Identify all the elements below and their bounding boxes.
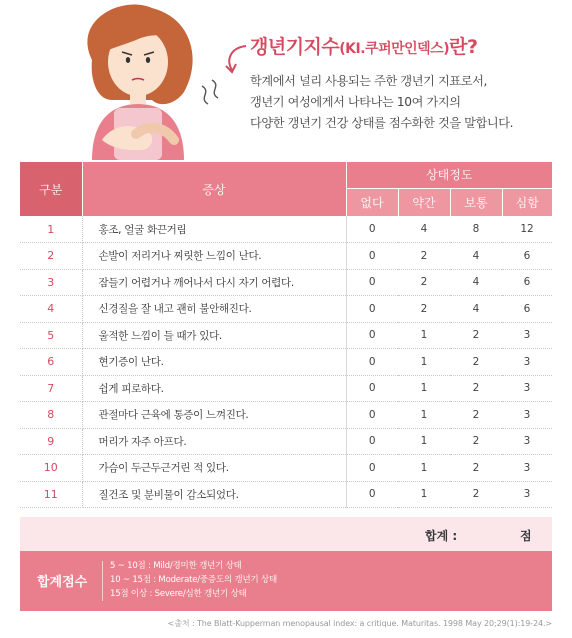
header-level: 보통 bbox=[450, 188, 502, 216]
row-score: 0 bbox=[346, 375, 398, 402]
table-row bbox=[20, 375, 552, 402]
table-row bbox=[20, 269, 552, 296]
table-row bbox=[20, 349, 552, 376]
header-gubun: 구분 bbox=[20, 162, 82, 216]
row-symptom: 현기증이 난다. bbox=[82, 349, 346, 376]
legend-divider bbox=[102, 561, 103, 601]
header-level: 없다 bbox=[346, 188, 398, 216]
row-number: 9 bbox=[20, 428, 82, 455]
legend-line: 10 ~ 15점 : Moderate/중증도의 갱년기 상태 bbox=[110, 575, 278, 585]
header-state: 상태정도 bbox=[346, 162, 552, 188]
row-symptom: 울적한 느낌이 들 때가 있다. bbox=[82, 322, 346, 349]
row-score: 3 bbox=[502, 402, 552, 429]
row-number: 7 bbox=[20, 375, 82, 402]
row-score: 0 bbox=[346, 269, 398, 296]
row-score: 0 bbox=[346, 455, 398, 482]
row-score: 3 bbox=[502, 428, 552, 455]
header-level: 심함 bbox=[502, 188, 552, 216]
row-number: 4 bbox=[20, 296, 82, 323]
table-body bbox=[20, 216, 552, 508]
row-score: 3 bbox=[502, 322, 552, 349]
row-number: 3 bbox=[20, 269, 82, 296]
legend-line: 5 ~ 10점 : Mild/경미한 갱년기 상태 bbox=[110, 561, 242, 571]
symptom-table bbox=[20, 162, 552, 508]
table-row bbox=[20, 216, 552, 243]
row-number: 6 bbox=[20, 349, 82, 376]
row-score: 0 bbox=[346, 481, 398, 508]
row-symptom: 홍조, 얼굴 화끈거림 bbox=[82, 216, 346, 243]
row-score: 1 bbox=[398, 349, 450, 376]
row-score: 2 bbox=[450, 375, 502, 402]
woman-illustration bbox=[52, 0, 227, 160]
row-score: 2 bbox=[398, 269, 450, 296]
row-number: 10 bbox=[20, 455, 82, 482]
row-number: 1 bbox=[20, 216, 82, 243]
intro-text bbox=[250, 71, 560, 134]
header-level: 약간 bbox=[398, 188, 450, 216]
row-score: 0 bbox=[346, 296, 398, 323]
intro-line: 갱년기 여성에게서 나타나는 10여 가지의 bbox=[250, 95, 461, 109]
total-label: 합계 : bbox=[425, 529, 458, 543]
row-score: 1 bbox=[398, 375, 450, 402]
row-score: 1 bbox=[398, 428, 450, 455]
row-score: 4 bbox=[398, 216, 450, 243]
title-suffix: 란? bbox=[449, 36, 478, 58]
table-row bbox=[20, 243, 552, 270]
table-row bbox=[20, 402, 552, 429]
curved-arrow-icon bbox=[222, 42, 252, 76]
title-sub: (KI.쿠퍼만인덱스) bbox=[339, 41, 450, 57]
row-score: 4 bbox=[450, 243, 502, 270]
row-number: 2 bbox=[20, 243, 82, 270]
row-score: 4 bbox=[450, 269, 502, 296]
table-row bbox=[20, 296, 552, 323]
row-score: 2 bbox=[450, 402, 502, 429]
row-score: 6 bbox=[502, 269, 552, 296]
row-score: 1 bbox=[398, 481, 450, 508]
row-score: 2 bbox=[398, 243, 450, 270]
row-score: 6 bbox=[502, 243, 552, 270]
row-symptom: 질건조 및 분비물이 감소되었다. bbox=[82, 481, 346, 508]
total-row bbox=[20, 517, 552, 551]
score-legend bbox=[20, 551, 552, 611]
row-score: 12 bbox=[502, 216, 552, 243]
row-score: 0 bbox=[346, 402, 398, 429]
row-symptom: 쉽게 피로하다. bbox=[82, 375, 346, 402]
table-row bbox=[20, 322, 552, 349]
row-score: 2 bbox=[398, 296, 450, 323]
legend-title: 합계점수 bbox=[37, 575, 88, 590]
row-score: 1 bbox=[398, 455, 450, 482]
row-score: 3 bbox=[502, 375, 552, 402]
row-score: 2 bbox=[450, 455, 502, 482]
row-score: 1 bbox=[398, 402, 450, 429]
row-score: 1 bbox=[398, 322, 450, 349]
row-number: 11 bbox=[20, 481, 82, 508]
row-score: 2 bbox=[450, 322, 502, 349]
source-citation: <출처 : The Blatt-Kupperman menopausal index: a critique. Maturitas. 1998 May 20;29(1):19-24.> bbox=[167, 619, 552, 628]
legend-line: 15점 이상 : Severe/심한 갱년기 상태 bbox=[110, 589, 247, 599]
row-score: 3 bbox=[502, 349, 552, 376]
row-score: 3 bbox=[502, 481, 552, 508]
row-score: 0 bbox=[346, 349, 398, 376]
page-title bbox=[250, 32, 478, 59]
row-symptom: 손발이 저리거나 찌릿한 느낌이 난다. bbox=[82, 243, 346, 270]
title-main: 갱년기지수 bbox=[250, 36, 340, 58]
header-symptom: 증상 bbox=[82, 162, 346, 216]
row-score: 2 bbox=[450, 349, 502, 376]
row-symptom: 가슴이 두근두근거린 적 있다. bbox=[82, 455, 346, 482]
row-score: 2 bbox=[450, 428, 502, 455]
table-row bbox=[20, 455, 552, 482]
row-score: 3 bbox=[502, 455, 552, 482]
row-score: 6 bbox=[502, 296, 552, 323]
total-unit: 점 bbox=[520, 529, 532, 543]
intro-line: 학계에서 널리 사용되는 주한 갱년기 지표로서, bbox=[250, 74, 487, 88]
row-symptom: 신경질을 잘 내고 괜히 불안해진다. bbox=[82, 296, 346, 323]
row-score: 8 bbox=[450, 216, 502, 243]
row-score: 0 bbox=[346, 322, 398, 349]
row-score: 0 bbox=[346, 243, 398, 270]
row-score: 0 bbox=[346, 428, 398, 455]
legend-lines bbox=[110, 559, 277, 601]
table-row bbox=[20, 481, 552, 508]
table-row bbox=[20, 428, 552, 455]
intro-line: 다양한 갱년기 건강 상태를 점수화한 것을 말합니다. bbox=[250, 116, 514, 130]
row-score: 2 bbox=[450, 481, 502, 508]
row-symptom: 머리가 자주 아프다. bbox=[82, 428, 346, 455]
row-symptom: 잠들기 어렵거나 깨어나서 다시 자기 어렵다. bbox=[82, 269, 346, 296]
row-symptom: 관절마다 근육에 통증이 느껴진다. bbox=[82, 402, 346, 429]
row-number: 8 bbox=[20, 402, 82, 429]
row-number: 5 bbox=[20, 322, 82, 349]
row-score: 4 bbox=[450, 296, 502, 323]
row-score: 0 bbox=[346, 216, 398, 243]
